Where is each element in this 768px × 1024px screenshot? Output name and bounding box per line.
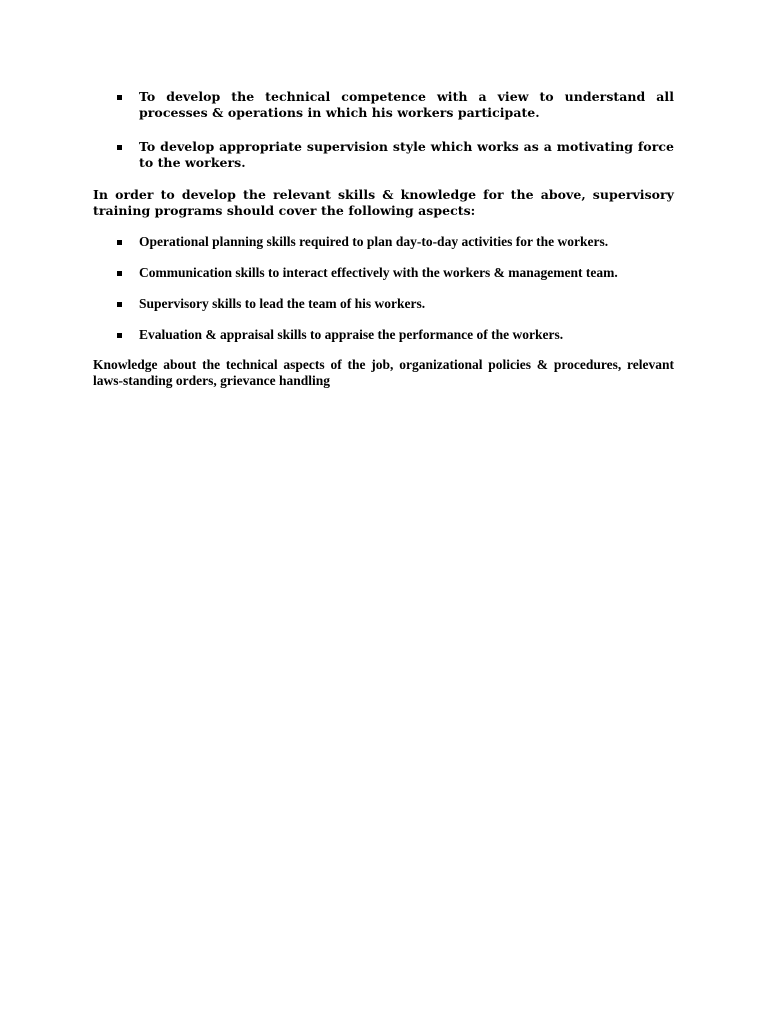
- list-item-text: Communication skills to interact effectively with the workers & management team.: [139, 265, 618, 280]
- square-bullet-icon: [117, 95, 122, 100]
- closing-paragraph: Knowledge about the technical aspects of the job, organizational policies & procedures, relevant laws-standing orders, grievance handling: [93, 357, 674, 388]
- square-bullet-icon: [117, 145, 122, 150]
- list-item-text: Evaluation & appraisal skills to appraise the performance of the workers.: [139, 327, 564, 342]
- list-item-text: Supervisory skills to lead the team of his workers.: [139, 296, 426, 311]
- square-bullet-icon: [117, 240, 122, 245]
- list-item-text: Operational planning skills required to plan day-to-day activities for the workers.: [139, 234, 609, 249]
- intro-paragraph: In order to develop the relevant skills & knowledge for the above, supervisory training programs should cover the following aspects:: [93, 187, 674, 218]
- square-bullet-icon: [117, 333, 122, 338]
- square-bullet-icon: [117, 302, 122, 307]
- square-bullet-icon: [117, 271, 122, 276]
- list-item-text: To develop the technical competence with a view to understand all processes & operations in which his workers participate.: [139, 89, 674, 120]
- list-item-text: To develop appropriate supervision style which works as a motivating force to the workers.: [139, 139, 674, 170]
